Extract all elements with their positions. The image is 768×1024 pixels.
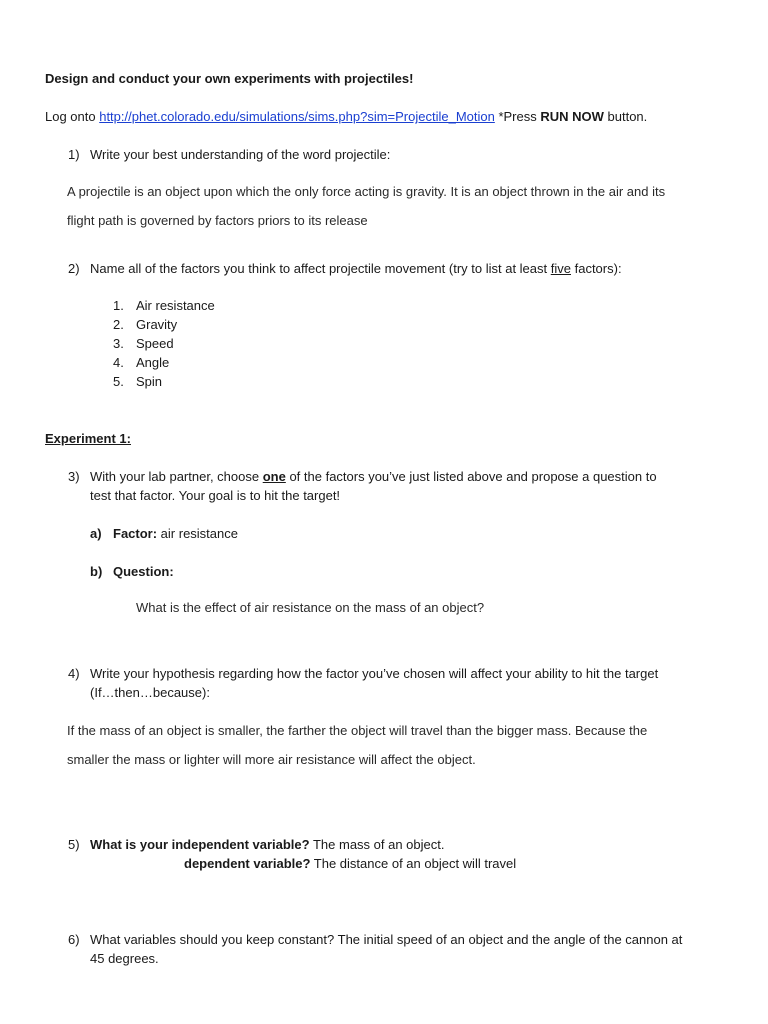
q5-independent — [90, 835, 444, 854]
q3-line1-pre: With your lab partner, choose — [90, 469, 263, 484]
factor-item: Spin — [136, 374, 163, 389]
q1-text: Write your best understanding of the word projectile: — [90, 147, 391, 162]
page-title: Design and conduct your own experiments with projectiles! — [45, 71, 414, 86]
q4-line2: (If…then…because): — [90, 685, 210, 700]
q1-answer-line1: A projectile is an object upon which the only force acting is gravity. It is an object thrown in the air and its — [67, 184, 666, 199]
q3-number: 3) — [68, 469, 80, 484]
factor-item: Speed — [136, 336, 174, 351]
q2-text-pre: Name all of the factors you think to affect projectile movement (try to list at least — [90, 261, 551, 276]
logon-line — [45, 107, 647, 126]
q5-dependent — [184, 854, 516, 873]
experiment-1-heading: Experiment 1: — [45, 431, 131, 446]
factor-number: 3. — [113, 336, 124, 351]
factor-item: Angle — [136, 355, 170, 370]
q4-number: 4) — [68, 666, 80, 681]
q6-line1: What variables should you keep constant? The initial speed of an object and the angle of the cannon at — [90, 932, 683, 947]
q4-answer-line1: If the mass of an object is smaller, the farther the object will travel than the bigger mass. Because the — [67, 723, 648, 738]
factor-item: Gravity — [136, 317, 178, 332]
q5-dependent-label: dependent variable? — [184, 856, 311, 871]
logon-suffix-post: button. — [603, 109, 648, 124]
q3a-value: air resistance — [157, 526, 238, 541]
q2-number: 2) — [68, 261, 80, 276]
factor-item: Air resistance — [136, 298, 215, 313]
q4-line1: Write your hypothesis regarding how the factor you’ve chosen will affect your ability to hit the target — [90, 666, 659, 681]
q5-number: 5) — [68, 837, 80, 852]
q2-text-five: five — [550, 261, 571, 276]
q3-line1-one: one — [262, 469, 286, 484]
factor-number: 1. — [113, 298, 124, 313]
q1-number: 1) — [68, 147, 80, 162]
q6-line2: 45 degrees. — [90, 951, 159, 966]
q3b-label: Question: — [113, 564, 174, 579]
q1-answer-line2: flight path is governed by factors priors to its release — [67, 213, 368, 228]
q3-line1-post: of the factors you’ve just listed above and propose a question to — [285, 469, 657, 484]
q3-line2: test that factor. Your goal is to hit the target! — [90, 488, 341, 503]
q5-independent-value: The mass of an object. — [309, 837, 445, 852]
q4-answer-line2: smaller the mass or lighter will more air resistance will affect the object. — [67, 752, 476, 767]
q3a-number: a) — [90, 526, 102, 541]
phet-link[interactable]: http://phet.colorado.edu/simulations/sims.php?sim=Projectile_Motion — [99, 109, 495, 124]
run-now-text: RUN NOW — [540, 109, 604, 124]
logon-prefix: Log onto — [45, 109, 100, 124]
q3-line1 — [90, 467, 657, 486]
q3b-number: b) — [90, 564, 103, 579]
q5-dependent-value: The distance of an object will travel — [310, 856, 517, 871]
q3a-label: Factor: — [113, 526, 158, 541]
q3b-question: What is the effect of air resistance on the mass of an object? — [136, 600, 485, 615]
q2-text-post: factors): — [570, 261, 622, 276]
q3a-factor — [113, 524, 238, 543]
factor-number: 5. — [113, 374, 124, 389]
logon-suffix-pre: *Press — [494, 109, 541, 124]
q5-independent-label: What is your independent variable? — [90, 837, 310, 852]
factor-number: 4. — [113, 355, 124, 370]
q2-text — [90, 259, 622, 278]
q6-number: 6) — [68, 932, 80, 947]
factor-number: 2. — [113, 317, 124, 332]
